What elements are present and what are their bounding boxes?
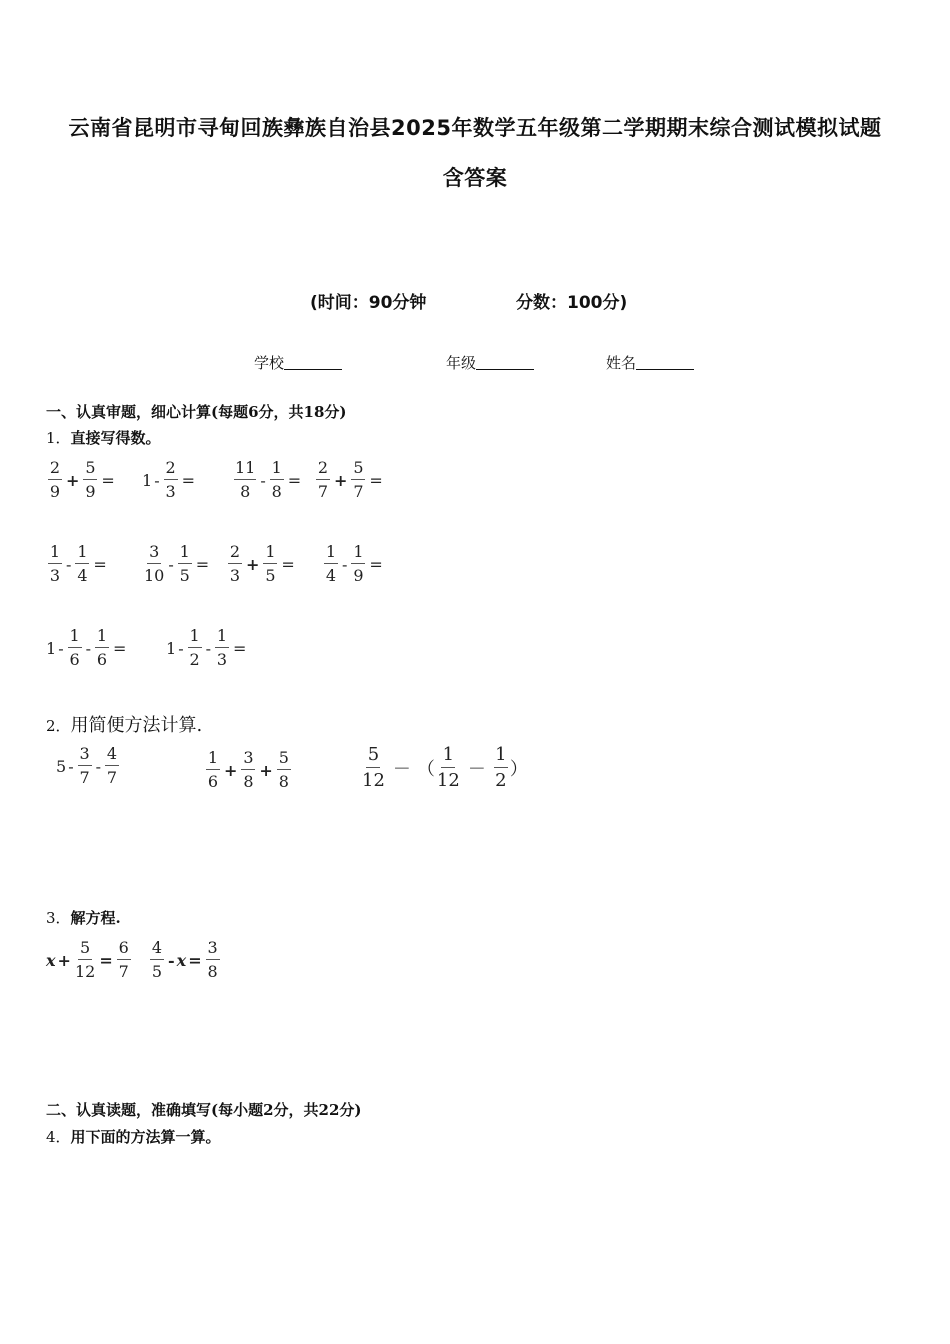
question-4 — [46, 1126, 221, 1147]
expression: 1 - $\frac{1}{2}$ - $\frac{1}{3}$ = — [166, 626, 247, 669]
fraction: $\frac{3}{7}$ — [79, 744, 90, 787]
fraction: $\frac{11}{8}$ — [235, 458, 256, 501]
expression: $\frac{5}{12}$ － （ $\frac{1}{12}$ － $\frac{1}{2}$ ） — [362, 744, 528, 791]
fraction: $\frac{5}{9}$ — [85, 458, 96, 501]
expression: $\frac{2}{9}$ + $\frac{5}{9}$ = — [49, 458, 115, 501]
grade-field[interactable] — [446, 352, 534, 373]
question-number: 1． — [46, 429, 71, 447]
expression: $\frac{1}{6}$ + $\frac{3}{8}$ + $\frac{5}{8}$ — [207, 748, 289, 791]
equation: x + $\frac{5}{12}$ = $\frac{6}{7}$ — [46, 938, 129, 981]
question-number: 3． — [46, 909, 71, 927]
question-1 — [46, 427, 161, 448]
expression: $\frac{2}{3}$ + $\frac{1}{5}$ = — [229, 542, 295, 585]
exam-time: (时间：90分钟 — [310, 293, 427, 313]
fraction: $\frac{1}{6}$ — [96, 626, 108, 669]
fraction: $\frac{3}{10}$ — [144, 542, 165, 585]
section-heading: 一、认真审题，细心计算(每题6分，共18分) — [46, 403, 347, 421]
fraction: $\frac{1}{3}$ — [216, 626, 228, 669]
fraction: $\frac{1}{5}$ — [179, 542, 190, 585]
expression: $\frac{11}{8}$ - $\frac{1}{8}$ = — [235, 458, 302, 501]
school-label: 学校 — [254, 354, 285, 372]
fraction: $\frac{5}{12}$ — [362, 744, 385, 791]
question-number: 2． — [46, 717, 71, 735]
name-blank[interactable] — [636, 355, 694, 370]
fraction: $\frac{5}{7}$ — [353, 458, 364, 501]
expression: $\frac{1}{4}$ - $\frac{1}{9}$ = — [325, 542, 383, 585]
school-field[interactable] — [254, 352, 342, 373]
page-title-continued: 含答案 — [442, 166, 508, 190]
fraction: $\frac{2}{3}$ — [165, 458, 176, 501]
fraction: $\frac{1}{9}$ — [353, 542, 364, 585]
fraction: $\frac{5}{12}$ — [74, 938, 96, 981]
expression: 5 - $\frac{3}{7}$ - $\frac{4}{7}$ — [56, 744, 118, 787]
fraction: $\frac{1}{4}$ — [325, 542, 337, 585]
grade-blank[interactable] — [476, 355, 534, 370]
grade-label: 年级 — [446, 354, 477, 372]
section-heading: 二、认真读题，准确填写(每小题2分，共22分) — [46, 1101, 362, 1119]
exam-score: 分数：100分) — [516, 293, 628, 313]
expression: $\frac{2}{7}$ + $\frac{5}{7}$ = — [317, 458, 383, 501]
fraction: $\frac{1}{2}$ — [189, 626, 200, 669]
question-2 — [46, 711, 202, 737]
expression: 1 - $\frac{1}{6}$ - $\frac{1}{6}$ = — [46, 626, 127, 669]
question-text: 用简便方法计算. — [70, 715, 203, 736]
fraction: $\frac{6}{7}$ — [118, 938, 129, 981]
page-title: 云南省昆明市寻甸回族彝族自治县2025年数学五年级第二学期期末综合测试模拟试题 — [68, 116, 882, 140]
fraction: $\frac{1}{2}$ — [495, 744, 507, 791]
question-text: 解方程. — [70, 909, 121, 927]
fraction: $\frac{1}{5}$ — [265, 542, 276, 585]
question-text: 直接写得数。 — [70, 429, 161, 447]
question-text: 用下面的方法算一算。 — [70, 1128, 221, 1146]
fraction: $\frac{3}{8}$ — [207, 938, 218, 981]
fraction: $\frac{1}{3}$ — [49, 542, 61, 585]
fraction: $\frac{4}{5}$ — [151, 938, 163, 981]
fraction: $\frac{1}{4}$ — [77, 542, 88, 585]
name-label: 姓名 — [606, 354, 637, 372]
name-field[interactable] — [606, 352, 694, 373]
fraction: $\frac{5}{8}$ — [278, 748, 289, 791]
fraction: $\frac{1}{6}$ — [207, 748, 219, 791]
expression: $\frac{3}{10}$ - $\frac{1}{5}$ = — [144, 542, 210, 585]
fraction: $\frac{3}{8}$ — [243, 748, 254, 791]
fraction: $\frac{2}{7}$ — [317, 458, 329, 501]
fraction: $\frac{2}{3}$ — [229, 542, 241, 585]
fraction: $\frac{2}{9}$ — [49, 458, 61, 501]
equation: $\frac{4}{5}$ - x = $\frac{3}{8}$ — [151, 938, 218, 981]
school-blank[interactable] — [284, 355, 342, 370]
question-number: 4． — [46, 1128, 71, 1146]
fraction: $\frac{4}{7}$ — [106, 744, 118, 787]
expression: $\frac{1}{3}$ - $\frac{1}{4}$ = — [49, 542, 107, 585]
fraction: $\frac{1}{12}$ — [436, 744, 460, 791]
fraction: $\frac{1}{8}$ — [271, 458, 282, 501]
fraction: $\frac{1}{6}$ — [69, 626, 80, 669]
expression: 1 - $\frac{2}{3}$ = — [142, 458, 195, 501]
question-3 — [46, 907, 121, 928]
